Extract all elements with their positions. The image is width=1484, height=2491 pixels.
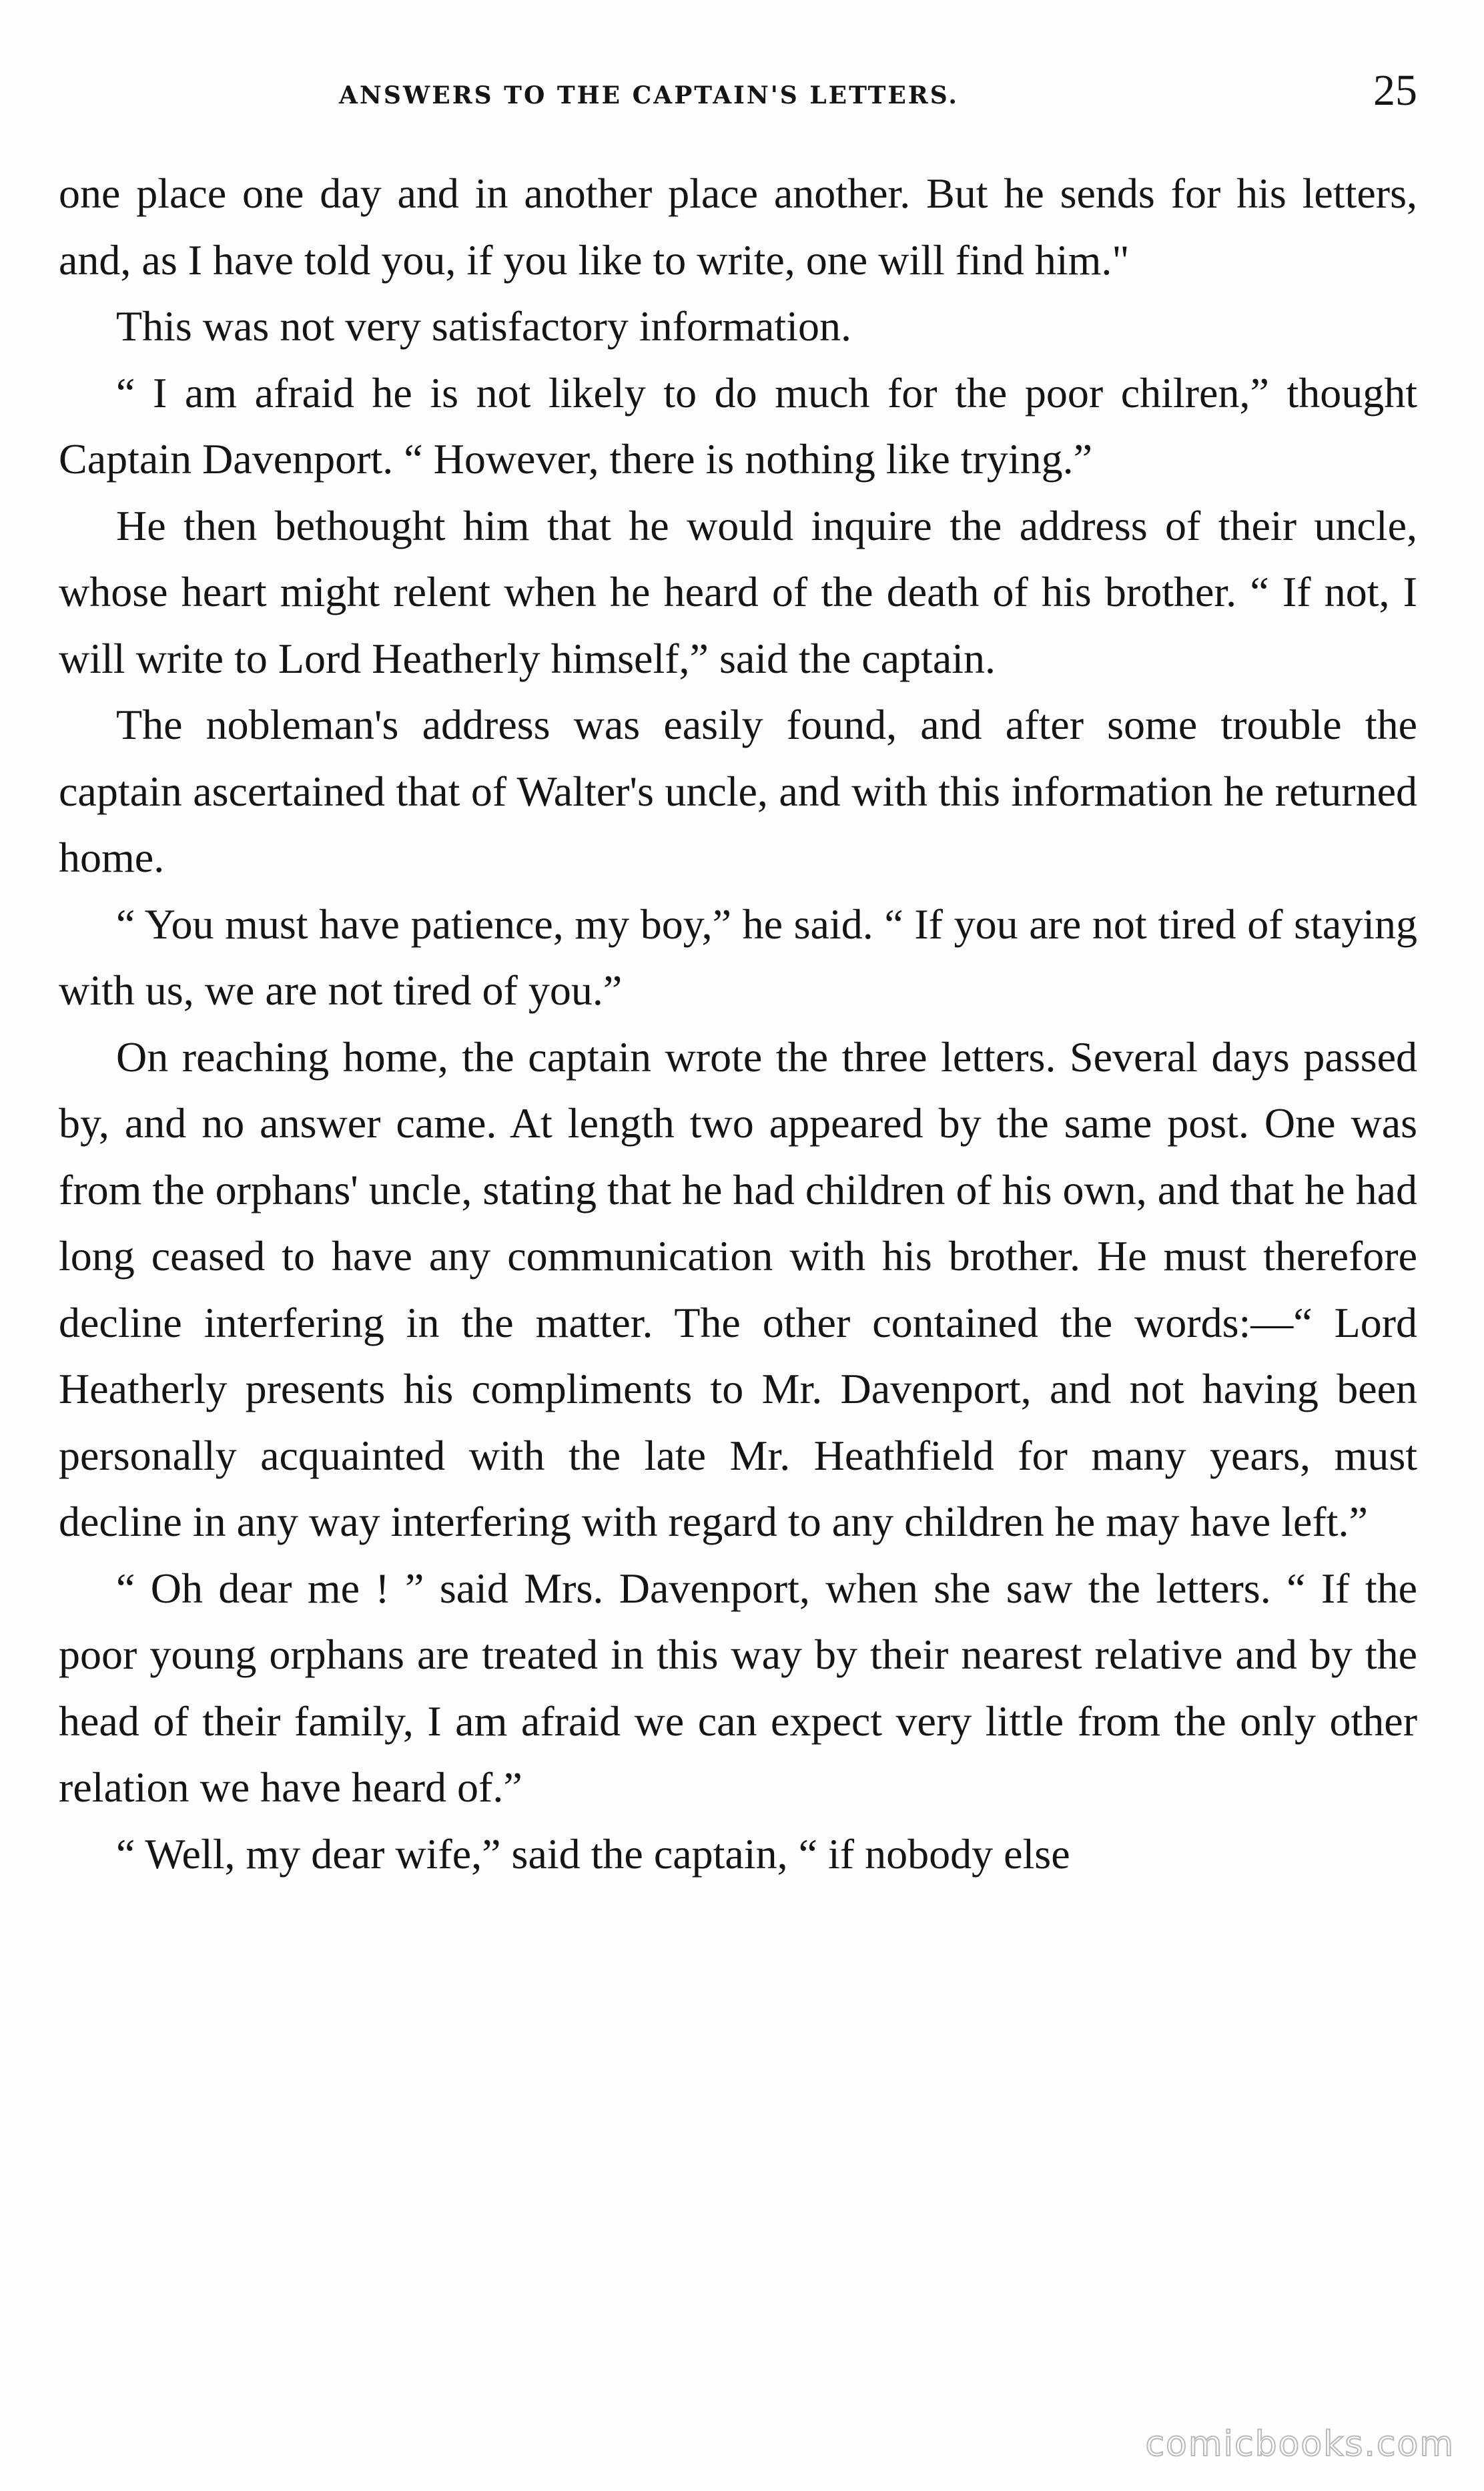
paragraph: “ You must have patience, my boy,” he said. “ If you are not tired of staying with us, we are not tired of you.”: [59, 900, 1417, 1014]
running-title: ANSWERS TO THE CAPTAIN'S LETTERS.: [339, 81, 959, 109]
paragraph: This was not very satisfactory information.: [116, 302, 851, 350]
running-head: [59, 61, 1417, 115]
paragraph: He then bethought him that he would inquire the address of their uncle, whose heart might relent when he heard of the death of his brother. “ If not, I will write to Lord Heatherly himself,” said the captain.: [59, 501, 1417, 682]
page-number: 25: [1373, 66, 1417, 115]
paragraph: “ I am afraid he is not likely to do much for the poor chilren,” thought Captain Davenport. “ However, there is nothing like trying.”: [59, 368, 1417, 483]
paragraph: “ Oh dear me ! ” said Mrs. Davenport, when she saw the letters. “ If the poor young orphans are treated in this way by their nearest relative and by the head of their family, I am afraid we can expect very little from the only other relation we have heard of.”: [59, 1564, 1417, 1811]
body-text: [59, 160, 1417, 1887]
paragraph: On reaching home, the captain wrote the three letters. Several days passed by, and no answer came. At length two appeared by the same post. One was from the orphans' uncle, stating that he had children of his own, and that he had long ceased to have any communication with his brother. He must therefore decline interfering in the matter. The other contained the words:—“ Lord Heatherly presents his compliments to Mr. Davenport, and not having been personally acquainted with the late Mr. Heathfield for many years, must decline in any way interfering with regard to any children he may have left.”: [59, 1033, 1417, 1545]
paragraph: The nobleman's address was easily found, and after some trouble the captain ascertained that of Walter's uncle, and with this information he returned home.: [59, 701, 1417, 881]
paragraph: “ Well, my dear wife,” said the captain, “ if nobody else: [116, 1830, 1070, 1878]
paragraph-continued: one place one day and in another place another. But he sends for his letters, and, as I have told you, if you like to write, one will find him.": [59, 170, 1417, 284]
watermark: comicbooks.com: [1145, 2424, 1455, 2464]
